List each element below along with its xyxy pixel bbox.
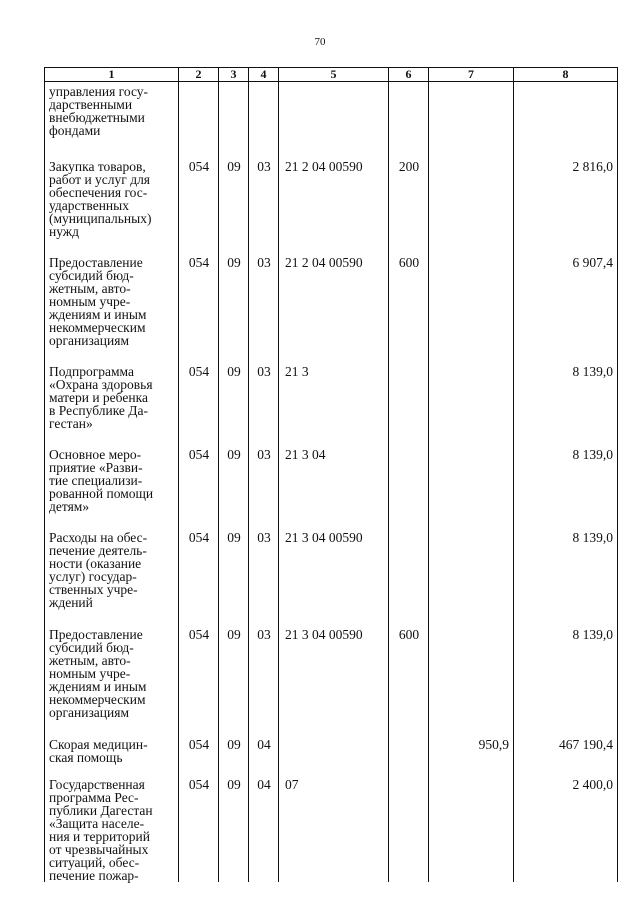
row-name-line: «Защита населе- (49, 816, 145, 831)
ved-cell: 054 (179, 256, 219, 365)
row-name-line: приятие «Разви- (49, 460, 143, 475)
section-cell: 09 (219, 160, 249, 256)
row-name-line: гестан» (49, 416, 93, 431)
subsection-cell: 04 (249, 738, 279, 778)
column-header: 4 (249, 68, 279, 82)
row-name-line: в Республике Да- (49, 403, 148, 418)
expense-type-cell: 600 (389, 256, 429, 365)
row-name-line: Закупка товаров, (49, 159, 146, 174)
row-name-line: организациям (49, 705, 130, 720)
row-name-line: субсидий бюд- (49, 640, 134, 655)
ved-cell: 054 (179, 778, 219, 882)
column-header: 7 (429, 68, 514, 82)
budget-table (44, 67, 618, 882)
row-name-line: жетным, авто- (49, 281, 131, 296)
amount-col8-cell: 2 400,0 (514, 778, 618, 882)
ved-cell: 054 (179, 365, 219, 448)
row-name-cell (45, 160, 179, 256)
section-cell: 09 (219, 778, 249, 882)
row-name-line: Расходы на обес- (49, 530, 148, 545)
amount-col8-cell: 467 190,4 (514, 738, 618, 778)
target-article-cell (279, 738, 389, 778)
row-name-cell (45, 256, 179, 365)
row-name (49, 628, 177, 719)
amount-col8-cell: 8 139,0 (514, 448, 618, 531)
row-name-line: рованной помощи (49, 486, 154, 501)
target-article-cell: 21 2 04 00590 (279, 160, 389, 256)
row-name-line: ситуаций, обес- (49, 855, 140, 870)
row-name (49, 778, 177, 882)
row-name-line: от чрезвычайных (49, 842, 149, 857)
row-name (49, 365, 177, 430)
row-name-line: Государственная (49, 777, 145, 792)
table-header-row (45, 68, 618, 82)
amount-col8-cell: 8 139,0 (514, 531, 618, 628)
expense-type-cell (389, 365, 429, 448)
table-row (45, 531, 618, 628)
row-name-line: организациям (49, 333, 130, 348)
expense-type-cell (389, 448, 429, 531)
expense-type-cell: 200 (389, 160, 429, 256)
section-cell: 09 (219, 448, 249, 531)
row-name-line: Предоставление (49, 255, 143, 270)
expense-type-cell: 600 (389, 628, 429, 738)
row-name-line: фондами (49, 123, 101, 138)
row-name-cell (45, 778, 179, 882)
section-cell: 09 (219, 256, 249, 365)
row-name (49, 256, 177, 347)
row-name-line: печение деятель- (49, 543, 147, 558)
row-name-line: ждений (49, 595, 93, 610)
ved-cell: 054 (179, 738, 219, 778)
ved-cell: 054 (179, 628, 219, 738)
row-name-cell (45, 531, 179, 628)
row-name-line: Подпрограмма (49, 364, 134, 379)
section-cell: 09 (219, 531, 249, 628)
target-article-cell: 21 3 04 00590 (279, 531, 389, 628)
ved-cell: 054 (179, 448, 219, 531)
amount-col7-cell (429, 82, 514, 161)
row-name-line: работ и услуг для (49, 172, 151, 187)
ved-cell (179, 82, 219, 161)
table-row (45, 365, 618, 448)
row-name-line: нужд (49, 224, 79, 239)
row-name-line: печение пожар- (49, 868, 139, 883)
row-name-line: дарственными (49, 97, 133, 112)
expense-type-cell (389, 531, 429, 628)
row-name-cell (45, 628, 179, 738)
row-name (49, 448, 177, 513)
table-row (45, 256, 618, 365)
amount-col7-cell (429, 628, 514, 738)
section-cell: 09 (219, 628, 249, 738)
section-cell: 09 (219, 365, 249, 448)
subsection-cell: 03 (249, 256, 279, 365)
row-name-line: жетным, авто- (49, 653, 131, 668)
amount-col8-cell: 8 139,0 (514, 628, 618, 738)
column-header: 5 (279, 68, 389, 82)
subsection-cell: 03 (249, 628, 279, 738)
amount-col8-cell: 6 907,4 (514, 256, 618, 365)
target-article-cell: 21 3 (279, 365, 389, 448)
section-cell (219, 82, 249, 161)
target-article-cell (279, 82, 389, 161)
row-name-cell (45, 448, 179, 531)
column-header: 2 (179, 68, 219, 82)
row-name-line: субсидий бюд- (49, 268, 134, 283)
amount-col8-cell (514, 82, 618, 161)
subsection-cell: 03 (249, 448, 279, 531)
row-name (49, 160, 177, 238)
row-name-line: некоммерческим (49, 692, 146, 707)
column-header: 3 (219, 68, 249, 82)
row-name-line: управления госу- (49, 84, 149, 99)
row-name-line: ственных учре- (49, 582, 138, 597)
ved-cell: 054 (179, 160, 219, 256)
row-name-cell (45, 82, 179, 161)
row-name-line: внебюджетными (49, 110, 145, 125)
row-name-line: номным учре- (49, 666, 131, 681)
amount-col8-cell: 2 816,0 (514, 160, 618, 256)
table-body (45, 82, 618, 883)
subsection-cell: 03 (249, 365, 279, 448)
row-name-line: Скорая медицин- (49, 737, 148, 752)
section-cell: 09 (219, 738, 249, 778)
row-name (49, 531, 177, 609)
row-name-line: ударственных (49, 198, 129, 213)
row-name-line: ности (оказание (49, 556, 142, 571)
row-name (49, 85, 177, 137)
row-name-line: обеспечения гос- (49, 185, 148, 200)
row-name-line: (муниципальных) (49, 211, 152, 226)
amount-col7-cell (429, 365, 514, 448)
target-article-cell: 21 3 04 (279, 448, 389, 531)
row-name-line: номным учре- (49, 294, 131, 309)
row-name-line: программа Рес- (49, 790, 139, 805)
table-row (45, 778, 618, 882)
target-article-cell: 07 (279, 778, 389, 882)
table-row (45, 738, 618, 778)
expense-type-cell (389, 778, 429, 882)
column-header: 8 (514, 68, 618, 82)
row-name-line: некоммерческим (49, 320, 146, 335)
table-row (45, 628, 618, 738)
ved-cell: 054 (179, 531, 219, 628)
amount-col7-cell (429, 256, 514, 365)
row-name-line: ния и территорий (49, 829, 150, 844)
row-name-line: публики Дагестан (49, 803, 153, 818)
row-name-cell (45, 365, 179, 448)
row-name-cell (45, 738, 179, 778)
row-name-line: матери и ребенка (49, 390, 148, 405)
amount-col7-cell (429, 160, 514, 256)
row-name-line: Основное меро- (49, 447, 142, 462)
amount-col7-cell (429, 778, 514, 882)
expense-type-cell (389, 738, 429, 778)
page-number: 70 (314, 36, 326, 48)
subsection-cell: 03 (249, 160, 279, 256)
column-header: 1 (45, 68, 179, 82)
row-name-line: услуг) государ- (49, 569, 137, 584)
expense-type-cell (389, 82, 429, 161)
subsection-cell: 03 (249, 531, 279, 628)
row-name-line: ская помощь (49, 750, 123, 765)
row-name-line: детям» (49, 499, 90, 514)
row-name (49, 738, 177, 764)
row-name-line: тие специализи- (49, 473, 143, 488)
amount-col7-cell (429, 531, 514, 628)
target-article-cell: 21 2 04 00590 (279, 256, 389, 365)
amount-col7-cell (429, 448, 514, 531)
target-article-cell: 21 3 04 00590 (279, 628, 389, 738)
row-name-line: Предоставление (49, 627, 143, 642)
row-name-line: ждениям и иным (49, 307, 147, 322)
subsection-cell: 04 (249, 778, 279, 882)
row-name-line: «Охрана здоровья (49, 377, 153, 392)
column-header: 6 (389, 68, 429, 82)
amount-col8-cell: 8 139,0 (514, 365, 618, 448)
subsection-cell (249, 82, 279, 161)
row-name-line: ждениям и иным (49, 679, 147, 694)
amount-col7-cell: 950,9 (429, 738, 514, 778)
table-row (45, 160, 618, 256)
table-row (45, 448, 618, 531)
table-row (45, 82, 618, 161)
